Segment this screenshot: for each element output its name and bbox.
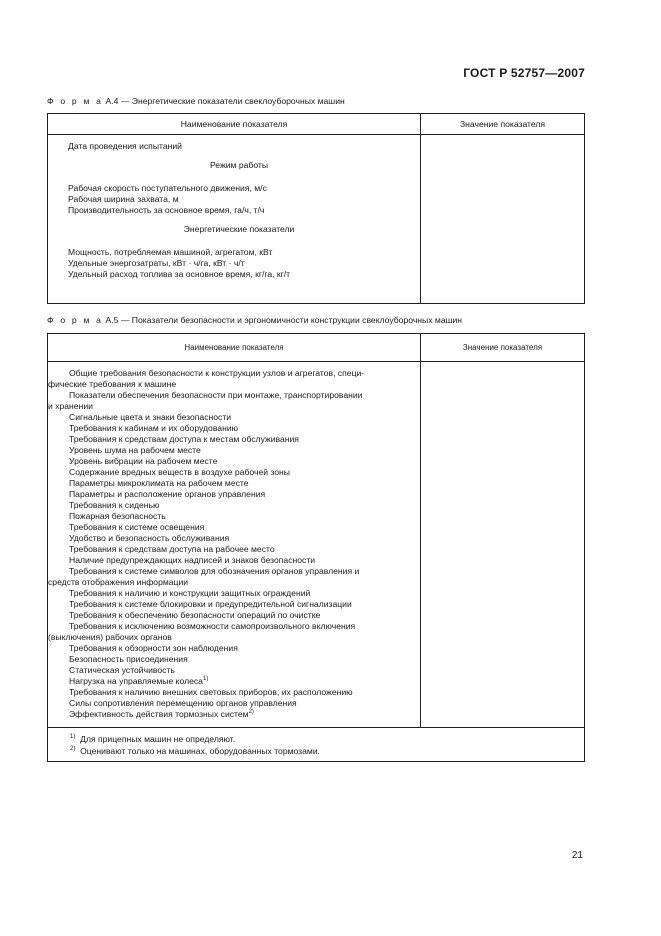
footnote-2	[70, 745, 584, 757]
list-item: Требования к сиденью	[69, 500, 160, 510]
list-item: Общие требования безопасности к конструкции узлов и агрегатов, специ-	[69, 368, 365, 378]
list-item: Удельные энергозатраты, кВт · ч/га, кВт · ч/т	[68, 258, 245, 268]
form-a5-col-name-header: Наименование показателя	[48, 334, 421, 362]
list-item: Пожарная безопасность	[69, 511, 166, 521]
footnote-ref: 2)	[248, 709, 254, 715]
form-a5-table	[47, 333, 585, 762]
footnote-ref: 1)	[202, 676, 209, 682]
footnote-mark: 1)	[70, 734, 76, 740]
form-a5-col-value-header: Значение показателя	[421, 334, 585, 362]
list-item: Рабочая скорость поступательного движения, м/с	[68, 183, 267, 193]
form-a4-col-value-header: Значение показателя	[421, 114, 585, 135]
list-item-continuation: фические требования к машине	[48, 379, 177, 389]
list-item	[48, 709, 412, 720]
form-a4-header-row	[48, 114, 585, 135]
list-item-text: Нагрузка на управляемые колеса	[69, 676, 203, 686]
footnote-1	[70, 733, 584, 745]
list-item: Параметры микроклимата на рабочем месте	[69, 478, 249, 488]
list-item: Параметры и расположение органов управления	[69, 489, 266, 499]
form-a4-caption-text: А.4 — Энергетические показатели свеклоуборочных машин	[103, 96, 345, 106]
list-item-continuation: и хранении	[48, 401, 93, 411]
list-item: Силы сопротивления перемещению органов управления	[69, 698, 297, 708]
list-item: Статическая устойчивость	[69, 665, 175, 675]
list-item: Рабочая ширина захвата, м	[68, 194, 179, 204]
list-item: Требования к кабинам и их оборудованию	[69, 423, 239, 433]
form-a5-caption-text: А.5 — Показатели безопасности и эргономичности конструкции свеклоуборочных машин	[103, 315, 463, 325]
form-a4-body-row	[48, 135, 585, 304]
footnote-text: Оценивают только на машинах, оборудованных тормозами.	[80, 746, 321, 756]
form-a5-names-cell	[48, 362, 421, 728]
page-number: 21	[571, 850, 583, 861]
form-a4-col-name-header: Наименование показателя	[48, 114, 421, 135]
list-item: Уровень вибрации на рабочем месте	[69, 456, 218, 466]
form-a5-values-cell	[421, 362, 585, 728]
list-item: Удельный расход топлива за основное время, кг/га, кг/т	[68, 269, 291, 279]
list-item: Дата проведения испытаний	[68, 141, 182, 151]
list-item-continuation: средств отображения информации	[48, 577, 189, 587]
form-a5-caption-lead: Ф о р м а	[47, 315, 104, 325]
form-a5-notes-row	[48, 728, 585, 762]
list-item: Содержание вредных веществ в воздухе рабочей зоны	[69, 467, 290, 477]
list-item: Наличие предупреждающих надписей и знаков безопасности	[69, 555, 316, 565]
list-item: Требования к системе символов для обозначения органов управления и	[69, 566, 360, 576]
list-item: Требования к средствам доступа на рабочее место	[69, 544, 275, 554]
form-a4-caption	[47, 96, 345, 106]
list-item	[48, 676, 412, 687]
document-code: ГОСТ Р 52757—2007	[463, 66, 585, 80]
list-item: Производительность за основное время, га/ч, т/ч	[68, 205, 265, 215]
list-item: Требования к наличию внешних световых приборов, их расположению	[69, 687, 353, 697]
list-item: Требования к средствам доступа к местам обслуживания	[69, 434, 299, 444]
form-a5-notes-cell	[48, 728, 585, 762]
list-item: Мощность, потребляемая машиной, агрегатом, кВт	[68, 247, 273, 257]
list-item: Требования к исключению возможности самопроизвольного включения	[69, 621, 356, 631]
list-item-continuation: (выключения) рабочих органов	[48, 632, 172, 642]
list-item: Требования к системе блокировки и предупредительной сигнализации	[69, 599, 352, 609]
list-item: Требования к обеспечению безопасности операций по очистке	[69, 610, 321, 620]
list-item: Требования к обзорности зон наблюдения	[69, 643, 238, 653]
list-item-text: Эффективность действия тормозных систем	[69, 709, 249, 719]
section-subheading: Энергетические показатели	[183, 224, 295, 234]
footnote-mark: 2)	[70, 746, 76, 752]
list-item: Требования к наличию и конструкции защитных ограждений	[69, 588, 311, 598]
form-a4-caption-lead: Ф о р м а	[47, 96, 104, 106]
form-a4-table	[47, 113, 585, 304]
form-a4-values-cell	[421, 135, 585, 304]
list-item: Сигнальные цвета и знаки безопасности	[69, 412, 232, 422]
footnote-text: Для прицепных машин не определяют.	[80, 734, 236, 744]
form-a5-header-row	[48, 334, 585, 362]
list-item: Показатели обеспечения безопасности при монтаже, транспортировании	[69, 390, 363, 400]
list-item: Безопасность присоединения	[69, 654, 188, 664]
form-a5-caption	[47, 315, 462, 325]
list-item: Уровень шума на рабочем месте	[69, 445, 201, 455]
section-subheading: Режим работы	[209, 160, 269, 170]
list-item: Требования к системе освещения	[69, 522, 205, 532]
form-a5-body-row	[48, 362, 585, 728]
list-item: Удобство и безопасность обслуживания	[69, 533, 230, 543]
form-a4-names-cell	[48, 135, 421, 304]
